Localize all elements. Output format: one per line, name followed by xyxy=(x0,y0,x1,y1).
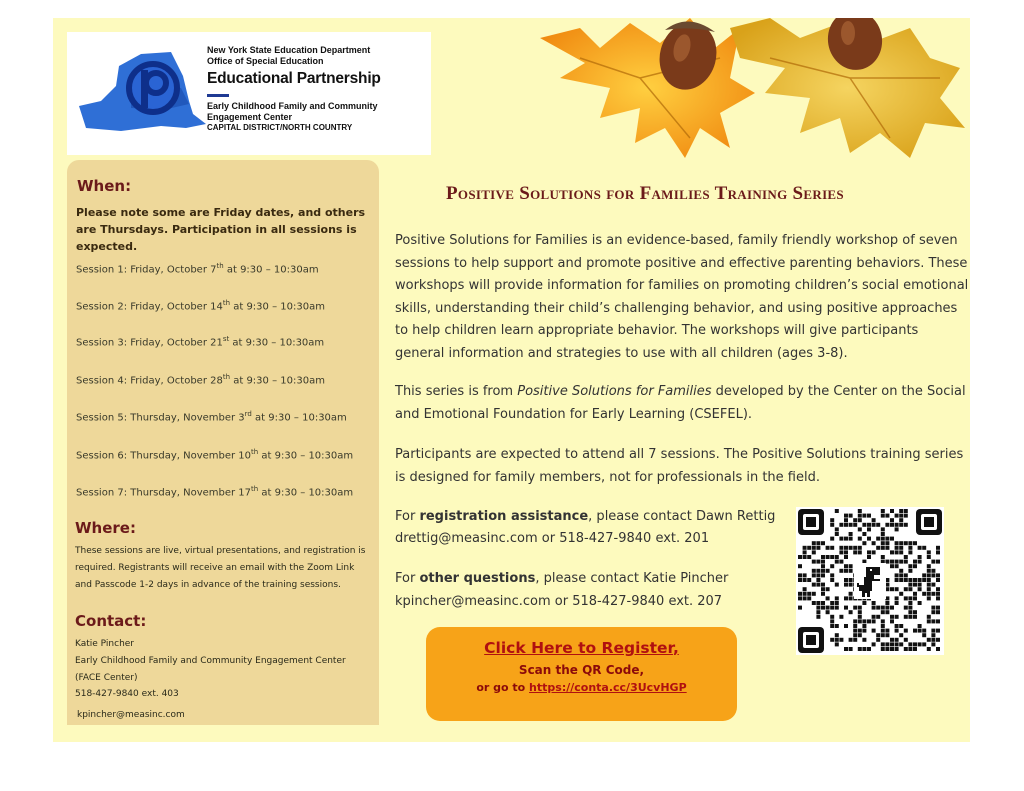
questions-contact: For other questions, please contact Katie Pincher xyxy=(395,571,729,586)
where-text: These sessions are live, virtual presentations, and registration is required. Registrants will receive an email with the Zoom Link and Passcode 1-2 days in advance of the training sessions. xyxy=(75,546,366,590)
source-paragraph: This series is from Positive Solutions for Families developed by the Center on the Social and Emotional Foundation for Early Learning (CSEFEL). xyxy=(395,384,966,422)
session-item: Session 1: Friday, October 7th at 9:30 – 10:30am xyxy=(76,262,319,276)
page-title: Positive Solutions for Families Training Series xyxy=(446,183,844,204)
contact-org-short: (FACE Center) xyxy=(75,673,138,683)
qr-code[interactable] xyxy=(796,507,944,655)
register-link[interactable]: Click Here to Register, xyxy=(484,639,679,657)
new-york-map-logo-icon xyxy=(71,46,211,141)
dinosaur-icon xyxy=(854,563,886,599)
logo-line-2: Office of Special Education xyxy=(207,56,324,66)
autumn-leaves-illustration xyxy=(540,18,970,163)
attendance-paragraph: Participants are expected to attend all 7 sessions. The Positive Solutions training series is designed for family members, not for professionals in the field. xyxy=(395,447,964,485)
session-item: Session 5: Thursday, November 3rd at 9:30 – 10:30am xyxy=(76,410,347,424)
contact-org: Early Childhood Family and Community Engagement Center xyxy=(75,656,346,666)
logo-divider xyxy=(207,94,229,97)
intro-paragraph: Positive Solutions for Families is an evidence-based, family friendly workshop of seven sessions to help support and promote positive and effective parenting behaviors. These workshops will provide information for families on promoting children’s social emotional skills, understanding their child’s challenging behavior, and using positive approaches to help children learn appropriate behavior. The workshops will give participants general information and strategies to use with all children (ages 3-8). xyxy=(395,233,969,361)
contact-heading: Contact: xyxy=(75,612,147,630)
registration-contact-details: drettig@measinc.com or 518-427-9840 ext. 201 xyxy=(395,531,710,546)
session-item: Session 7: Thursday, November 17th at 9:30 – 10:30am xyxy=(76,485,354,499)
logo-line-1: New York State Education Department xyxy=(207,45,371,55)
register-url-link[interactable]: https://conta.cc/3UcvHGP xyxy=(529,681,687,694)
when-note: Please note some are Friday dates, and others are Thursdays. Participation in all sessions is expected. xyxy=(76,206,366,253)
contact-phone: 518-427-9840 ext. 403 xyxy=(75,689,179,699)
session-item: Session 3: Friday, October 21st at 9:30 – 10:30am xyxy=(76,335,325,349)
session-item: Session 6: Thursday, November 10th at 9:30 – 10:30am xyxy=(76,448,354,462)
logo-line-4: Early Childhood Family and Community Engagement Center xyxy=(207,101,378,122)
questions-contact-details: kpincher@measinc.com or 518-427-9840 ext. 207 xyxy=(395,594,723,609)
contact-email[interactable]: kpincher@measinc.com xyxy=(77,710,185,720)
educational-partnership-logo xyxy=(67,32,431,155)
contact-name: Katie Pincher xyxy=(75,639,135,649)
when-heading: When: xyxy=(77,177,132,195)
register-box xyxy=(426,627,737,721)
logo-line-5: CAPITAL DISTRICT/NORTH COUNTRY xyxy=(207,123,353,132)
session-item: Session 2: Friday, October 14th at 9:30 – 10:30am xyxy=(76,299,325,313)
register-url-line: or go to https://conta.cc/3UcvHGP xyxy=(476,681,687,694)
scan-qr-text: Scan the QR Code, xyxy=(518,663,645,677)
registration-contact: For registration assistance, please contact Dawn Rettig xyxy=(395,509,776,524)
session-item: Session 4: Friday, October 28th at 9:30 – 10:30am xyxy=(76,373,325,387)
where-heading: Where: xyxy=(75,519,136,537)
logo-line-3: Educational Partnership xyxy=(207,70,381,87)
